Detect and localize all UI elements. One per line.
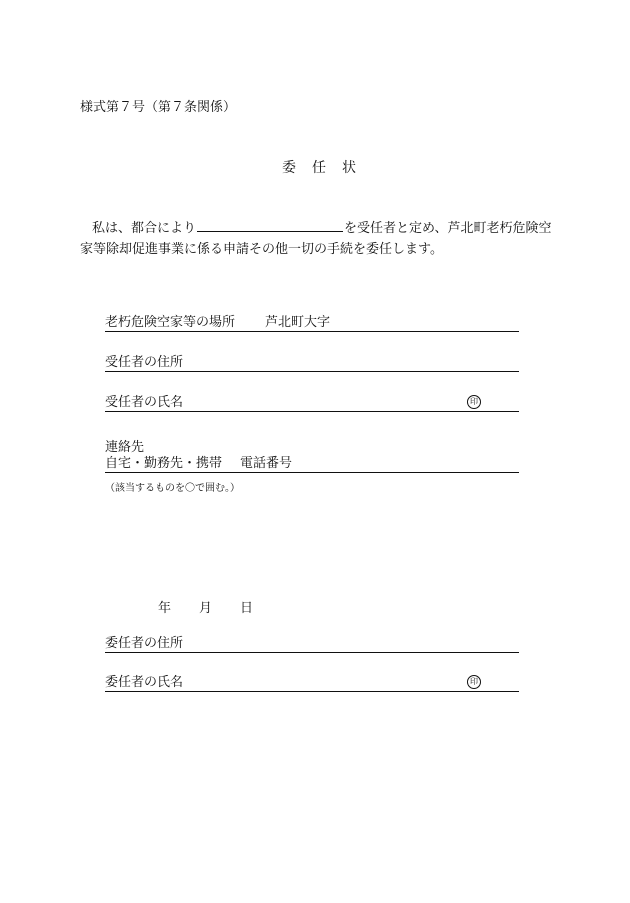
contact-label: 連絡先	[105, 440, 145, 455]
date-month: 月	[199, 601, 213, 616]
phone-type-label: 自宅・勤務先・携帯	[105, 456, 223, 471]
agent-address-field	[105, 353, 519, 372]
form-number: 様式第７号（第７条関係）	[80, 100, 237, 115]
seal-mark: 印	[467, 395, 481, 409]
location-field	[105, 313, 519, 332]
circle-note: （該当するものを〇で囲む。）	[105, 483, 240, 494]
agent-name-field	[105, 393, 519, 412]
phone-number-label: 電話番号	[240, 456, 293, 471]
date-day: 日	[240, 601, 254, 616]
principal-address-label: 委任者の住所	[105, 636, 184, 651]
date-year: 年	[158, 601, 172, 616]
agent-address-label: 受任者の住所	[105, 355, 184, 370]
phone-field	[105, 454, 519, 473]
agent-name-blank	[197, 218, 343, 232]
document-title: 委任状	[282, 160, 372, 176]
date-line	[158, 597, 253, 616]
principal-address-field	[105, 634, 519, 653]
seal-mark: 印	[467, 675, 481, 689]
location-label: 老朽危険空家等の場所	[105, 315, 236, 330]
paragraph-part-1: 私は、都合により	[92, 221, 197, 236]
agent-name-label: 受任者の氏名	[105, 395, 184, 410]
location-value: 芦北町大字	[265, 315, 331, 330]
paragraph-part-2: を受任者と定め、芦北町老朽危険空	[344, 221, 552, 236]
paragraph-line-1	[92, 217, 552, 236]
paragraph-line-2: 家等除却促進事業に係る申請その他一切の手続を委任します。	[80, 242, 443, 257]
principal-name-field	[105, 673, 519, 692]
principal-name-label: 委任者の氏名	[105, 675, 184, 690]
